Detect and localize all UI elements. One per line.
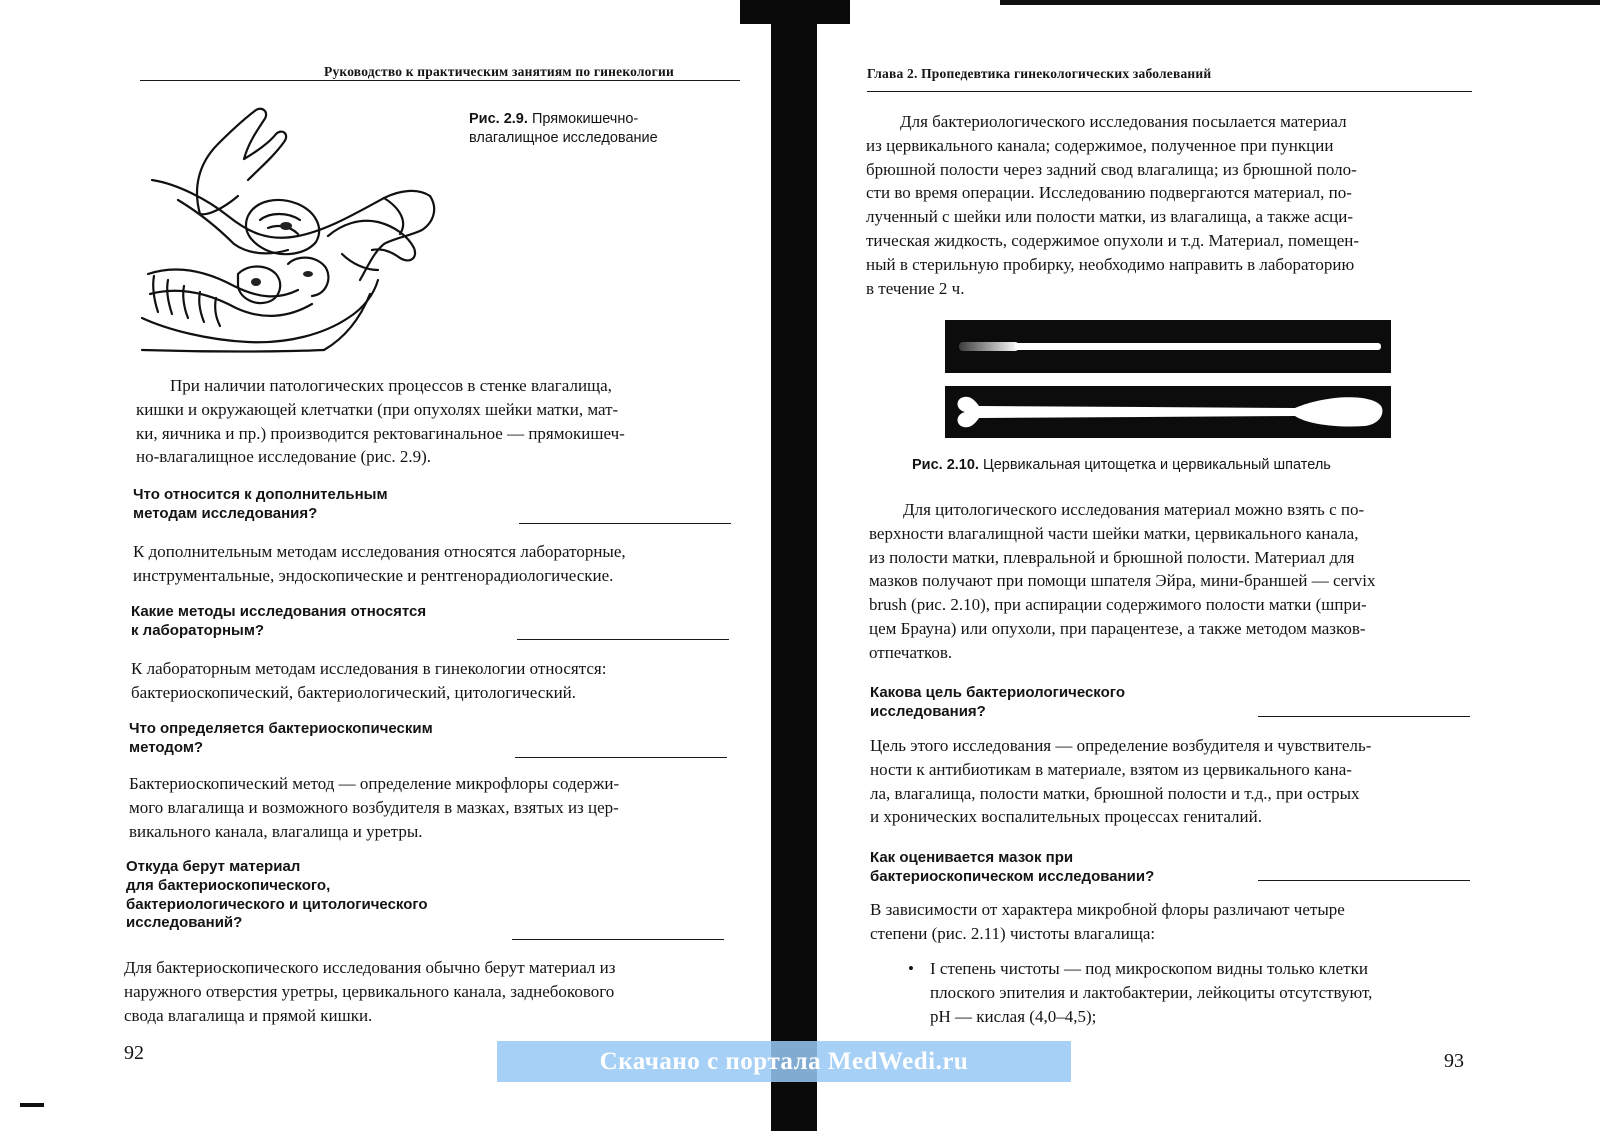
bacteriology-paragraph	[866, 110, 1470, 300]
text-line: ный в стерильную пробирку, необходимо направить в лабораторию	[866, 254, 1355, 274]
question-line: методом?	[129, 738, 204, 756]
text-line: бактериоскопический, бактериологический, цитологический.	[131, 682, 577, 702]
question-line: бактериологического и цитологического	[126, 895, 428, 913]
question-line: исследования?	[870, 702, 986, 720]
text-line: и хронических воспалительных процессах гениталий.	[870, 807, 1262, 827]
text-line: ности к антибиотикам в материале, взятом из цервикального кана-	[870, 759, 1352, 779]
header-rule-right	[867, 91, 1472, 92]
text-line: сти во время операции. Исследованию подвергаются материал, по-	[866, 183, 1352, 203]
caption-text: Цервикальная цитощетка и цервикальный шпатель	[983, 457, 1331, 473]
question-rule	[1258, 880, 1470, 881]
answer-paragraph	[131, 657, 729, 705]
question-line: к лабораторным?	[131, 621, 265, 639]
figure-2-10-spatula-photo	[945, 386, 1391, 438]
answer-paragraph	[124, 956, 722, 1027]
text-line: плоского эпителия и лактобактерии, лейкоциты отсутствуют,	[930, 982, 1373, 1002]
answer-paragraph	[870, 734, 1470, 829]
purity-degree-list	[902, 957, 1472, 1028]
scan-mark	[20, 1103, 44, 1107]
text-line: инструментальные, эндоскопические и рентгенорадиологические.	[133, 565, 614, 585]
text-line: мого влагалища и возможного возбудителя в мазках, взятых из цер-	[129, 797, 619, 817]
text-line: Для бактериоскопического исследования обычно берут материал из	[124, 958, 616, 977]
caption-line: влагалищное исследование	[469, 130, 658, 146]
question-line: бактериоскопическом исследовании?	[870, 867, 1155, 885]
figure-2-10-caption	[912, 456, 1331, 475]
text-line: из цервикального канала; содержимое, полученное при пункции	[866, 135, 1334, 155]
question-rule	[519, 523, 731, 524]
text-line: brush (рис. 2.10), при аспирации содержимого полости матки (шпри-	[869, 595, 1367, 615]
question-line: Какова цель бактериологического	[870, 684, 1125, 701]
question-heading	[131, 603, 426, 641]
question-line: Что относится к дополнительным	[133, 486, 388, 503]
text-line: в течение 2 ч.	[866, 278, 965, 298]
question-line: Откуда берут материал	[126, 858, 301, 875]
text-line: При наличии патологических процессов в стенке влагалища,	[170, 376, 612, 395]
text-line: К дополнительным методам исследования относятся лабораторные,	[133, 542, 626, 561]
question-rule	[1258, 716, 1470, 717]
running-head-left: Руководство к практическим занятиям по гинекологии	[324, 64, 674, 79]
spatula-icon	[945, 386, 1391, 438]
text-line: но-влагалищное исследование (рис. 2.9).	[136, 447, 431, 467]
figure-2-9-illustration	[138, 104, 448, 356]
question-line: Что определяется бактериоскопическим	[129, 720, 433, 737]
header-rule-left	[140, 80, 740, 81]
figure-label: Рис. 2.9.	[469, 111, 528, 127]
text-line: I степень чистоты — под микроскопом видны только клетки	[930, 959, 1368, 978]
text-line: В зависимости от характера микробной флоры различают четыре	[870, 900, 1345, 919]
text-line: викального канала, влагалища и уретры.	[129, 821, 423, 841]
question-heading	[129, 720, 433, 758]
text-line: отпечатков.	[869, 642, 953, 662]
left-page	[0, 0, 790, 1131]
question-heading	[126, 858, 428, 933]
text-line: Для бактериологического исследования посылается материал	[900, 112, 1347, 131]
text-line: тическая жидкость, содержимое опухоли и т.д. Материал, помещен-	[866, 230, 1359, 250]
answer-paragraph	[129, 772, 725, 843]
question-line: методам исследования?	[133, 504, 318, 522]
answer-paragraph	[870, 898, 1470, 946]
question-rule	[517, 639, 729, 640]
cytology-paragraph	[869, 498, 1471, 665]
question-line: исследований?	[126, 914, 243, 932]
question-rule	[512, 939, 724, 940]
question-heading	[133, 486, 388, 524]
scan-edge-shadow	[1000, 0, 1600, 5]
text-line: лученный с шейки или полости матки, из влагалища, а также асци-	[866, 207, 1354, 227]
caption-line: Прямокишечно-	[531, 111, 639, 127]
text-line: кишки и окружающей клетчатки (при опухолях шейки матки, мат-	[136, 399, 619, 419]
book-gutter-shadow	[771, 0, 817, 1131]
answer-paragraph	[133, 540, 731, 588]
text-line: Бактериоскопический метод — определение микрофлоры содержи-	[129, 774, 620, 793]
running-head-right: Глава 2. Пропедевтика гинекологических заболеваний	[867, 66, 1212, 81]
text-line: степени (рис. 2.11) чистоты влагалища:	[870, 923, 1156, 943]
intro-paragraph	[136, 374, 730, 469]
watermark-text: Скачано с портала MedWedi.ru	[599, 1047, 969, 1075]
text-line: цем Брауна) или опухоли, при парацентезе, а также методом мазков-	[869, 618, 1366, 638]
book-gutter-shadow-top	[740, 0, 850, 24]
page-number-left: 92	[124, 1042, 144, 1064]
question-rule	[515, 757, 727, 758]
text-line: верхности влагалищной части шейки матки, цервикального канала,	[869, 523, 1359, 543]
question-line: Как оценивается мазок при	[870, 849, 1074, 866]
text-line: ки, яичника и пр.) производится ректовагинальное — прямокишеч-	[136, 423, 625, 443]
text-line: pH — кислая (4,0–4,5);	[930, 1006, 1097, 1026]
text-line: из полости матки, плевральной и брюшной полости. Материал для	[869, 547, 1355, 567]
text-line: свода влагалища и прямой кишки.	[124, 1005, 373, 1025]
text-line: наружного отверстия уретры, цервикального канала, заднебокового	[124, 981, 615, 1001]
figure-2-10-cytobrush-photo	[945, 320, 1391, 373]
text-line: К лабораторным методам исследования в гинекологии относятся:	[131, 659, 607, 678]
page-number-right: 93	[1444, 1050, 1464, 1072]
list-item	[902, 957, 1472, 1028]
question-heading	[870, 684, 1125, 722]
watermark-banner	[497, 1041, 1071, 1082]
text-line: мазков получают при помощи шпателя Эйра, мини-браншей — cervix	[869, 571, 1376, 591]
text-line: брюшной полости через задний свод влагалища; из брюшной поло-	[866, 159, 1357, 179]
figure-2-9-caption	[469, 110, 658, 148]
cytobrush-icon	[945, 320, 1391, 373]
text-line: Цель этого исследования — определение возбудителя и чувствитель-	[870, 736, 1372, 755]
text-line: Для цитологического исследования материал можно взять с по-	[903, 500, 1365, 519]
question-heading	[870, 849, 1154, 887]
figure-label: Рис. 2.10.	[912, 457, 979, 473]
text-line: ла, влагалища, полости матки, брюшной полости и т.д., при острых	[870, 783, 1360, 803]
question-line: Какие методы исследования относятся	[131, 603, 427, 620]
question-line: для бактериоскопического,	[126, 876, 331, 894]
